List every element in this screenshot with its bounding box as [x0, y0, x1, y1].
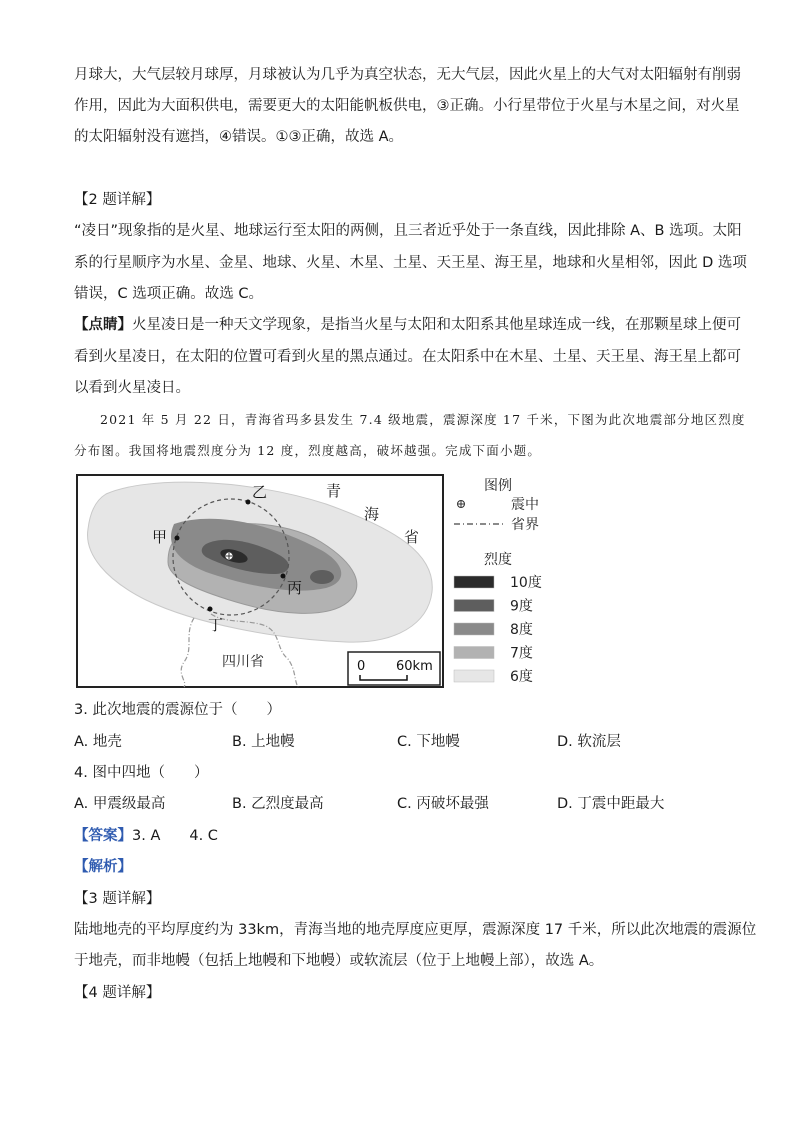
legend-intensity-title: 烈度: [484, 552, 512, 568]
q2-heading: 【2 题详解】: [74, 192, 161, 208]
sichuan-label: 四川省: [222, 654, 264, 670]
legend-swatch: [454, 600, 494, 612]
q3-option-a[interactable]: A. 地壳: [74, 734, 122, 750]
intensity-zone-9: [310, 570, 334, 584]
tip-text: 火星凌日是一种天文学现象，是指当火星与太阳和太阳系其他星球连成一线，在那颗星球上便可: [132, 317, 741, 333]
location-ding-dot: [208, 607, 213, 612]
paragraph-line: 于地壳，而非地幔（包括上地幔和下地幔）或软流层（位于上地幔上部），故选 A。: [74, 953, 604, 969]
legend-level-label: 8度: [510, 622, 533, 638]
paragraph-line: 以看到火星凌日。: [74, 380, 190, 396]
paragraph-line: 错误，C 选项正确。故选 C。: [74, 286, 263, 302]
location-ding: 丁: [208, 616, 224, 634]
tip-line: [74, 315, 741, 335]
q4-option-a[interactable]: A. 甲震级最高: [74, 796, 166, 812]
paragraph-line: 作用，因此为大面积供电，需要更大的太阳能帆板供电，③正确。小行星带位于火星与木星之间，对火星: [74, 98, 740, 114]
scale-km: 60km: [396, 659, 433, 674]
q3-option-c[interactable]: C. 下地幔: [397, 734, 460, 750]
q3-option-b[interactable]: B. 上地幔: [232, 734, 295, 750]
stem-line: 分布图。我国将地震烈度分为 12 度，烈度越高，破坏越强。完成下面小题。: [74, 443, 542, 458]
scale-zero: 0: [357, 659, 366, 674]
epicenter-icon: [225, 552, 233, 560]
paragraph-line: 看到火星凌日，在太阳的位置可看到火星的黑点通过。在太阳系中在木星、土星、天王星、海王星上都可: [74, 349, 741, 365]
paragraph-line: “凌日”现象指的是火星、地球运行至太阳的两侧，且三者近乎处于一条直线，因此排除 A、B 选项。太阳: [74, 223, 742, 239]
paragraph-line: 的太阳辐射没有遮挡，④错误。①③正确，故选 A。: [74, 129, 404, 145]
legend-swatch: [454, 647, 494, 659]
intensity-map: [76, 474, 444, 688]
answer-line: [74, 826, 218, 846]
q3-text: 3. 此次地震的震源位于（ ）: [74, 702, 281, 718]
legend-swatch: [454, 623, 494, 635]
answer-value: 3. A 4. C: [132, 828, 218, 844]
tip-label: 【点睛】: [74, 317, 132, 333]
answer-label: 【答案】: [74, 828, 132, 844]
location-bing: 丙: [287, 579, 303, 597]
legend-level-label: 9度: [510, 598, 533, 615]
paragraph-line: 陆地地壳的平均厚度约为 33km，青海当地的地壳厚度应更厚，震源深度 17 千米，所以此次地震的震源位: [74, 922, 757, 938]
epicenter-legend-icon: [458, 501, 465, 508]
paragraph-line: 系的行星顺序为水星、金星、地球、火星、木星、土星、天王星、海王星，地球和火星相邻，因此 D 选项: [74, 255, 747, 271]
province-char: 海: [364, 505, 380, 523]
q3-detail-heading: 【3 题详解】: [74, 891, 161, 907]
legend-level-label: 10度: [510, 575, 542, 591]
location-jia-dot: [175, 536, 180, 541]
legend-swatch: [454, 670, 494, 682]
legend-swatch: [454, 576, 494, 588]
map-legend: [450, 474, 550, 688]
province-char: 青: [326, 482, 342, 500]
q4-option-d[interactable]: D. 丁震中距最大: [557, 796, 665, 812]
location-yi: 乙: [252, 483, 268, 501]
location-jia: 甲: [152, 528, 168, 546]
location-bing-dot: [281, 574, 286, 579]
legend-epicenter: 震中: [511, 497, 539, 513]
legend-level-label: 7度: [510, 645, 533, 662]
legend-level-label: 6度: [510, 669, 533, 685]
legend-title: 图例: [484, 478, 512, 494]
q4-detail-heading: 【4 题详解】: [74, 985, 161, 1001]
province-char: 省: [404, 528, 420, 546]
stem-line: 2021 年 5 月 22 日，青海省玛多县发生 7.4 级地震，震源深度 17 千米，下图为此次地震部分地区烈度: [100, 412, 746, 427]
q4-option-c[interactable]: C. 丙破坏最强: [397, 796, 489, 812]
analysis-label: 【解析】: [74, 859, 132, 875]
location-yi-dot: [246, 500, 251, 505]
q3-option-d[interactable]: D. 软流层: [557, 734, 621, 750]
q4-option-b[interactable]: B. 乙烈度最高: [232, 796, 324, 812]
q4-text: 4. 图中四地（ ）: [74, 765, 209, 781]
paragraph-line: 月球大，大气层较月球厚，月球被认为几乎为真空状态，无大气层，因此火星上的大气对太阳辐射有削弱: [74, 67, 741, 83]
legend-boundary: 省界: [511, 517, 539, 533]
